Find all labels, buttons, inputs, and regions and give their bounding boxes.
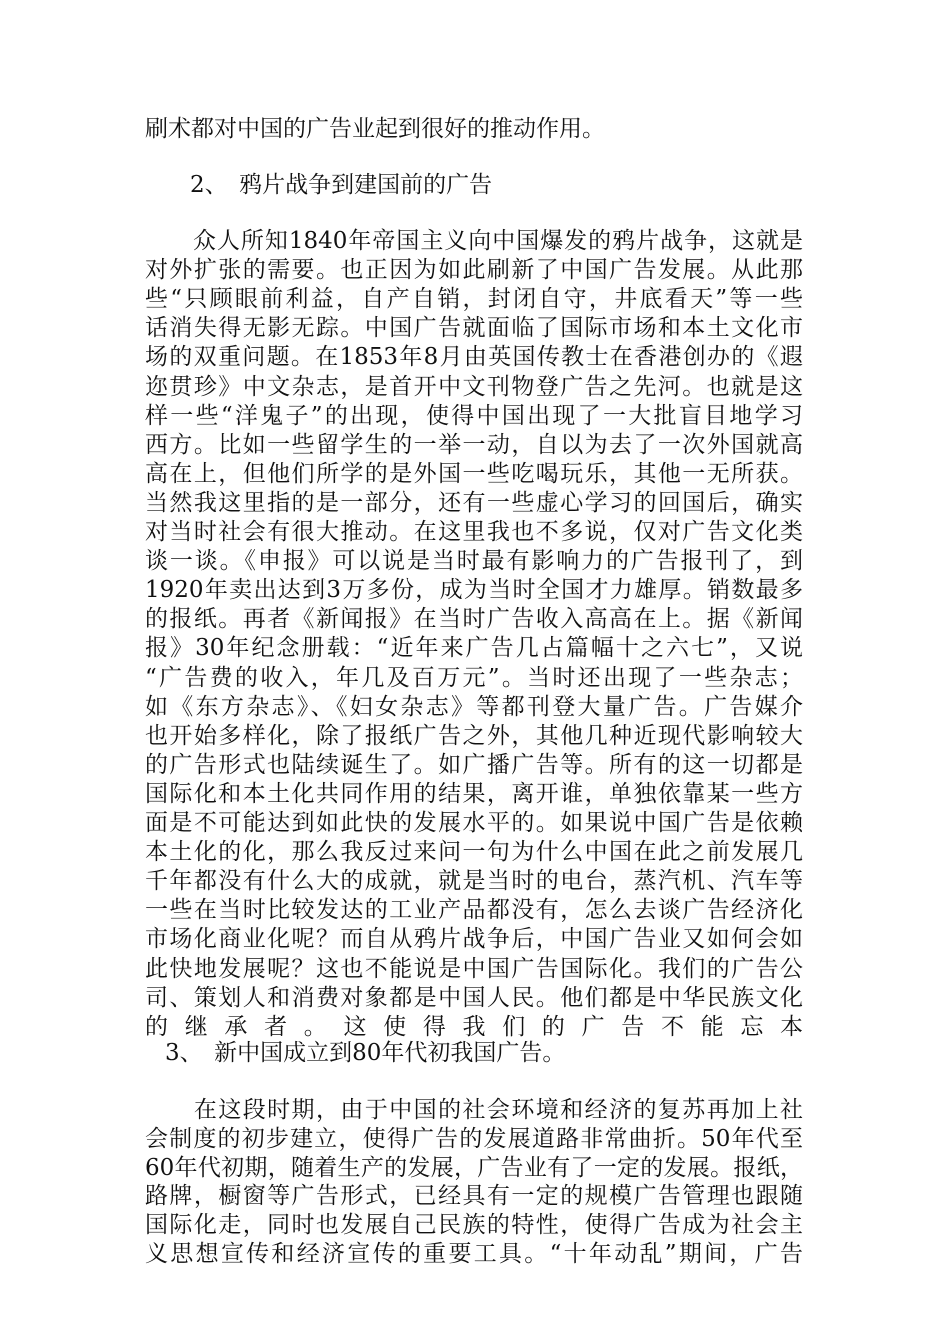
paragraph-line: 谈一谈。《申报》可以说是当时最有影响力的广告报刊了，到 xyxy=(145,548,803,575)
paragraph-line: 此快地发展呢？这也不能说是中国广告国际化。我们的广告公 xyxy=(145,955,803,982)
paragraph-line: 对当时社会有很大推动。在这里我也不多说，仅对广告文化类 xyxy=(145,519,803,545)
paragraph-line: 国际化和本土化共同作用的结果，离开谁，单独依靠某一些方 xyxy=(145,780,803,807)
paragraph-line: “广告费的收入，年几及百万元”。当时还出现了一些杂志； xyxy=(145,664,803,691)
paragraph-line: 报》30年纪念册载：“近年来广告几占篇幅十之六七”，又说 xyxy=(145,635,803,662)
paragraph-line: 话消失得无影无踪。中国广告就面临了国际市场和本土文化市 xyxy=(145,315,803,342)
paragraph-line: 市场化商业化呢？而自从鸦片战争后，中国广告业又如何会如 xyxy=(145,926,803,953)
paragraph-line: 的广告形式也陆续诞生了。如广播广告等。所有的这一切都是 xyxy=(145,751,803,778)
paragraph-line: 众人所知1840年帝国主义向中国爆发的鸦片战争，这就是 xyxy=(145,228,803,254)
paragraph-line: 西方。比如一些留学生的一举一动，自以为去了一次外国就高 xyxy=(145,431,803,458)
paragraph-line: 场的双重问题。在1853年8月由英国传教士在香港创办的《遐 xyxy=(145,344,803,371)
paragraph-line: 迩贯珍》中文杂志，是首开中文刊物登广告之先河。也就是这 xyxy=(145,373,803,400)
paragraph-line: 路牌，橱窗等广告形式，已经具有一定的规模广告管理也跟随 xyxy=(145,1183,803,1210)
paragraph-line: 刷术都对中国的广告业起到很好的推动作用。 xyxy=(145,116,605,142)
paragraph-line: 对外扩张的需要。也正因为如此刷新了中国广告发展。从此那 xyxy=(145,257,803,284)
section-heading-3: 3、 新中国成立到80年代初我国广告。 xyxy=(165,1040,566,1066)
paragraph-line: 本土化的化，那么我反过来问一句为什么中国在此之前发展几 xyxy=(145,839,803,866)
paragraph-line: 的报纸。再者《新闻报》在当时广告收入高高在上。据《新闻 xyxy=(145,606,803,633)
paragraph-line: 些“只顾眼前利益，自产自销，封闭自守，井底看天”等一些 xyxy=(145,286,803,313)
paragraph-line: 也开始多样化，除了报纸广告之外，其他几种近现代影响较大 xyxy=(145,722,803,749)
paragraph-line: 一些在当时比较发达的工业产品都没有，怎么去谈广告经济化 xyxy=(145,897,803,924)
paragraph-line: 1920年卖出达到3万多份，成为当时全国才力雄厚。销数最多 xyxy=(145,577,803,604)
paragraph-line: 60年代初期，随着生产的发展，广告业有了一定的发展。报纸， xyxy=(145,1154,803,1181)
paragraph-line: 的继承者。这使得我们的广告不能忘本 xyxy=(145,1013,803,1040)
paragraph-line: 样一些“洋鬼子”的出现，使得中国出现了一大批盲目地学习 xyxy=(145,402,803,429)
paragraph-line: 在这段时期，由于中国的社会环境和经济的复苏再加上社 xyxy=(145,1097,803,1123)
paragraph-line: 如《东方杂志》、《妇女杂志》等都刊登大量广告。广告媒介 xyxy=(145,693,803,720)
paragraph-line: 高在上，但他们所学的是外国一些吃喝玩乐，其他一无所获。 xyxy=(145,460,803,487)
paragraph-line: 司、策划人和消费对象都是中国人民。他们都是中华民族文化 xyxy=(145,984,803,1011)
paragraph-line: 千年都没有什么大的成就，就是当时的电台，蒸汽机、汽车等 xyxy=(145,868,803,895)
paragraph-line: 国际化走，同时也发展自己民族的特性，使得广告成为社会主 xyxy=(145,1212,803,1239)
paragraph-line: 面是不可能达到如此快的发展水平的。如果说中国广告是依赖 xyxy=(145,810,803,836)
paragraph-line: 会制度的初步建立，使得广告的发展道路非常曲折。50年代至 xyxy=(145,1125,803,1152)
section-heading-2: 2、 鸦片战争到建国前的广告 xyxy=(190,172,493,198)
paragraph-line: 当然我这里指的是一部分，还有一些虚心学习的回国后，确实 xyxy=(145,489,803,516)
paragraph-line: 义思想宣传和经济宣传的重要工具。“十年动乱”期间，广告 xyxy=(145,1241,803,1267)
